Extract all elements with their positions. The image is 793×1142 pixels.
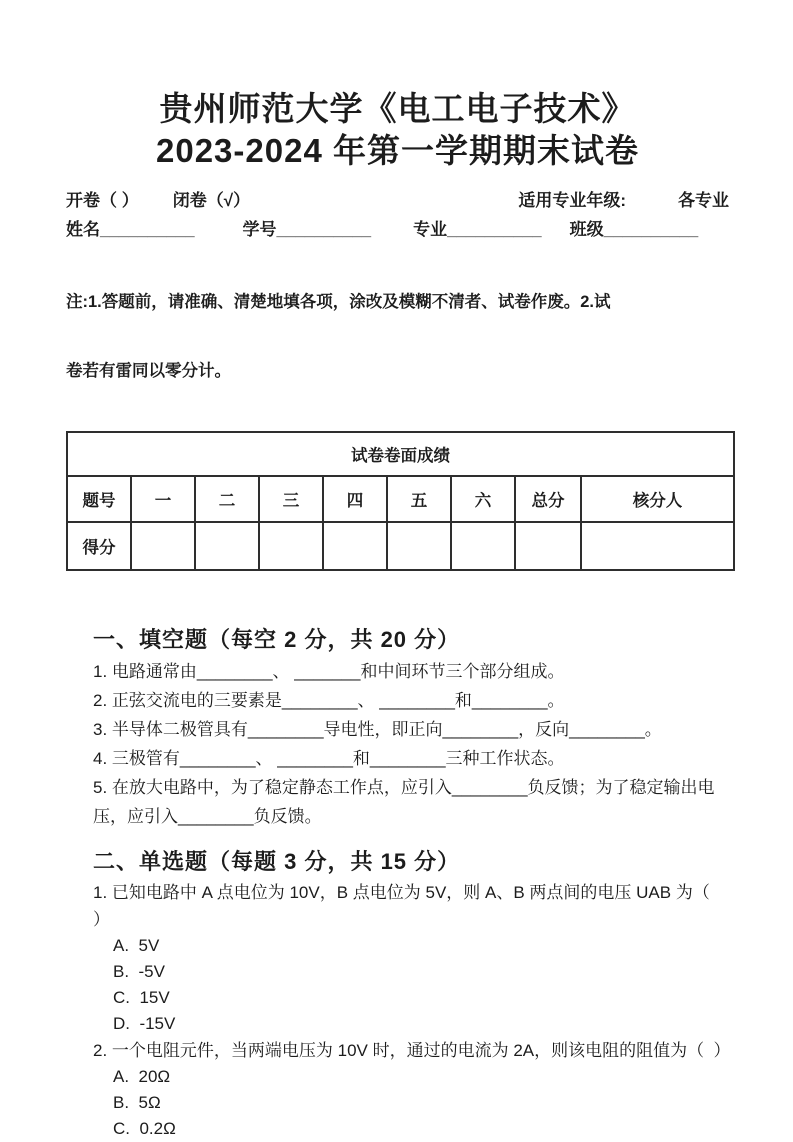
name-field xyxy=(66,215,195,240)
student-id-label: 学号 xyxy=(242,220,277,239)
exam-title xyxy=(66,88,729,172)
score-cell-empty xyxy=(131,522,195,570)
question2-option-c: C. 0.2Ω xyxy=(113,1119,176,1138)
student-id-blank: __________ xyxy=(276,220,372,239)
fill-blank-item-2: 2. 正弦交流电的三要素是________、 ________和________。 xyxy=(93,691,565,710)
score-table-header-cell: 一 xyxy=(131,476,195,522)
score-cell-empty xyxy=(515,522,581,570)
score-table xyxy=(66,431,735,571)
section2-heading: 二、单选题（每题 3 分，共 15 分） xyxy=(93,849,461,874)
question1-option-a: A. 5V xyxy=(113,936,160,955)
score-table-header-cell: 总分 xyxy=(515,476,581,522)
choice-question-2: 2. 一个电阻元件，当两端电压为 10V 时，通过的电流为 2A，则该电阻的阻值为（ ） xyxy=(93,1041,731,1060)
applicable-grade-value: 各专业 xyxy=(678,191,729,210)
choice-question-1: 1. 已知电路中 A 点电位为 10V，B 点电位为 5V，则 A、B 两点间的电压 UAB 为（ ） xyxy=(93,883,720,929)
score-table-header-cell: 六 xyxy=(451,476,515,522)
major-label: 专业 xyxy=(413,220,448,239)
fill-blank-item-1: 1. 电路通常由________、 _______和中间环节三个部分组成。 xyxy=(93,662,565,681)
section-fill-in-blanks xyxy=(93,623,725,831)
note-line2: 卷若有雷同以零分计。 xyxy=(66,362,231,380)
name-label: 姓名 xyxy=(66,220,100,239)
class-field xyxy=(570,215,699,240)
question1-options xyxy=(113,933,725,1037)
score-table-header-cell: 五 xyxy=(387,476,451,522)
class-blank: __________ xyxy=(603,220,699,239)
score-table-header-cell: 四 xyxy=(323,476,387,522)
closed-book-option: 闭卷（√） xyxy=(172,191,251,210)
question2-option-a: A. 20Ω xyxy=(113,1067,171,1086)
student-info-row xyxy=(66,215,729,240)
note-line1: 注:1.答题前，请准确、清楚地填各项，涂改及模糊不清者、试卷作废。2.试 xyxy=(66,293,611,311)
score-cell-empty xyxy=(581,522,734,570)
question1-option-b: B. -5V xyxy=(113,962,165,981)
score-cell-empty xyxy=(451,522,515,570)
major-blank: __________ xyxy=(447,220,542,239)
score-cell-empty xyxy=(195,522,259,570)
exam-notes xyxy=(66,245,729,429)
score-cell-empty xyxy=(387,522,451,570)
score-table-header-cell: 核分人 xyxy=(581,476,734,522)
fill-blank-item-4: 4. 三极管有________、 ________和________三种工作状态。 xyxy=(93,749,565,768)
score-cell-empty xyxy=(323,522,387,570)
major-field xyxy=(413,215,542,240)
open-book-option: 开卷（ ） xyxy=(66,191,139,210)
class-label: 班级 xyxy=(569,220,604,239)
exam-type-row xyxy=(66,186,729,211)
student-id-field xyxy=(243,215,372,240)
question2-options xyxy=(113,1064,725,1142)
score-table-header-cell: 题号 xyxy=(67,476,131,522)
score-table-header-cell: 三 xyxy=(259,476,323,522)
exam-title-line1: 贵州师范大学《电工电子技术》 xyxy=(159,90,636,127)
score-table-caption: 试卷卷面成绩 xyxy=(67,432,734,476)
question2-option-b: B. 5Ω xyxy=(113,1093,161,1112)
section1-heading: 一、填空题（每空 2 分，共 20 分） xyxy=(93,627,461,652)
score-row-label: 得分 xyxy=(67,522,131,570)
question1-option-d: D. -15V xyxy=(113,1014,176,1033)
score-cell-empty xyxy=(259,522,323,570)
applicable-grade-label: 适用专业年级: xyxy=(518,191,626,210)
fill-blank-item-5: 5. 在放大电路中，为了稳定静态工作点，应引入________负反馈；为了稳定输出电压，应引入________负反馈。 xyxy=(93,778,715,826)
section-multiple-choice xyxy=(93,845,731,1142)
name-blank: __________ xyxy=(100,220,195,239)
score-table-header-cell: 二 xyxy=(195,476,259,522)
fill-blank-item-3: 3. 半导体二极管具有________导电性，即正向________，反向________。 xyxy=(93,720,662,739)
question1-option-c: C. 15V xyxy=(113,988,170,1007)
exam-title-line2: 2023-2024 年第一学期期末试卷 xyxy=(156,132,639,169)
